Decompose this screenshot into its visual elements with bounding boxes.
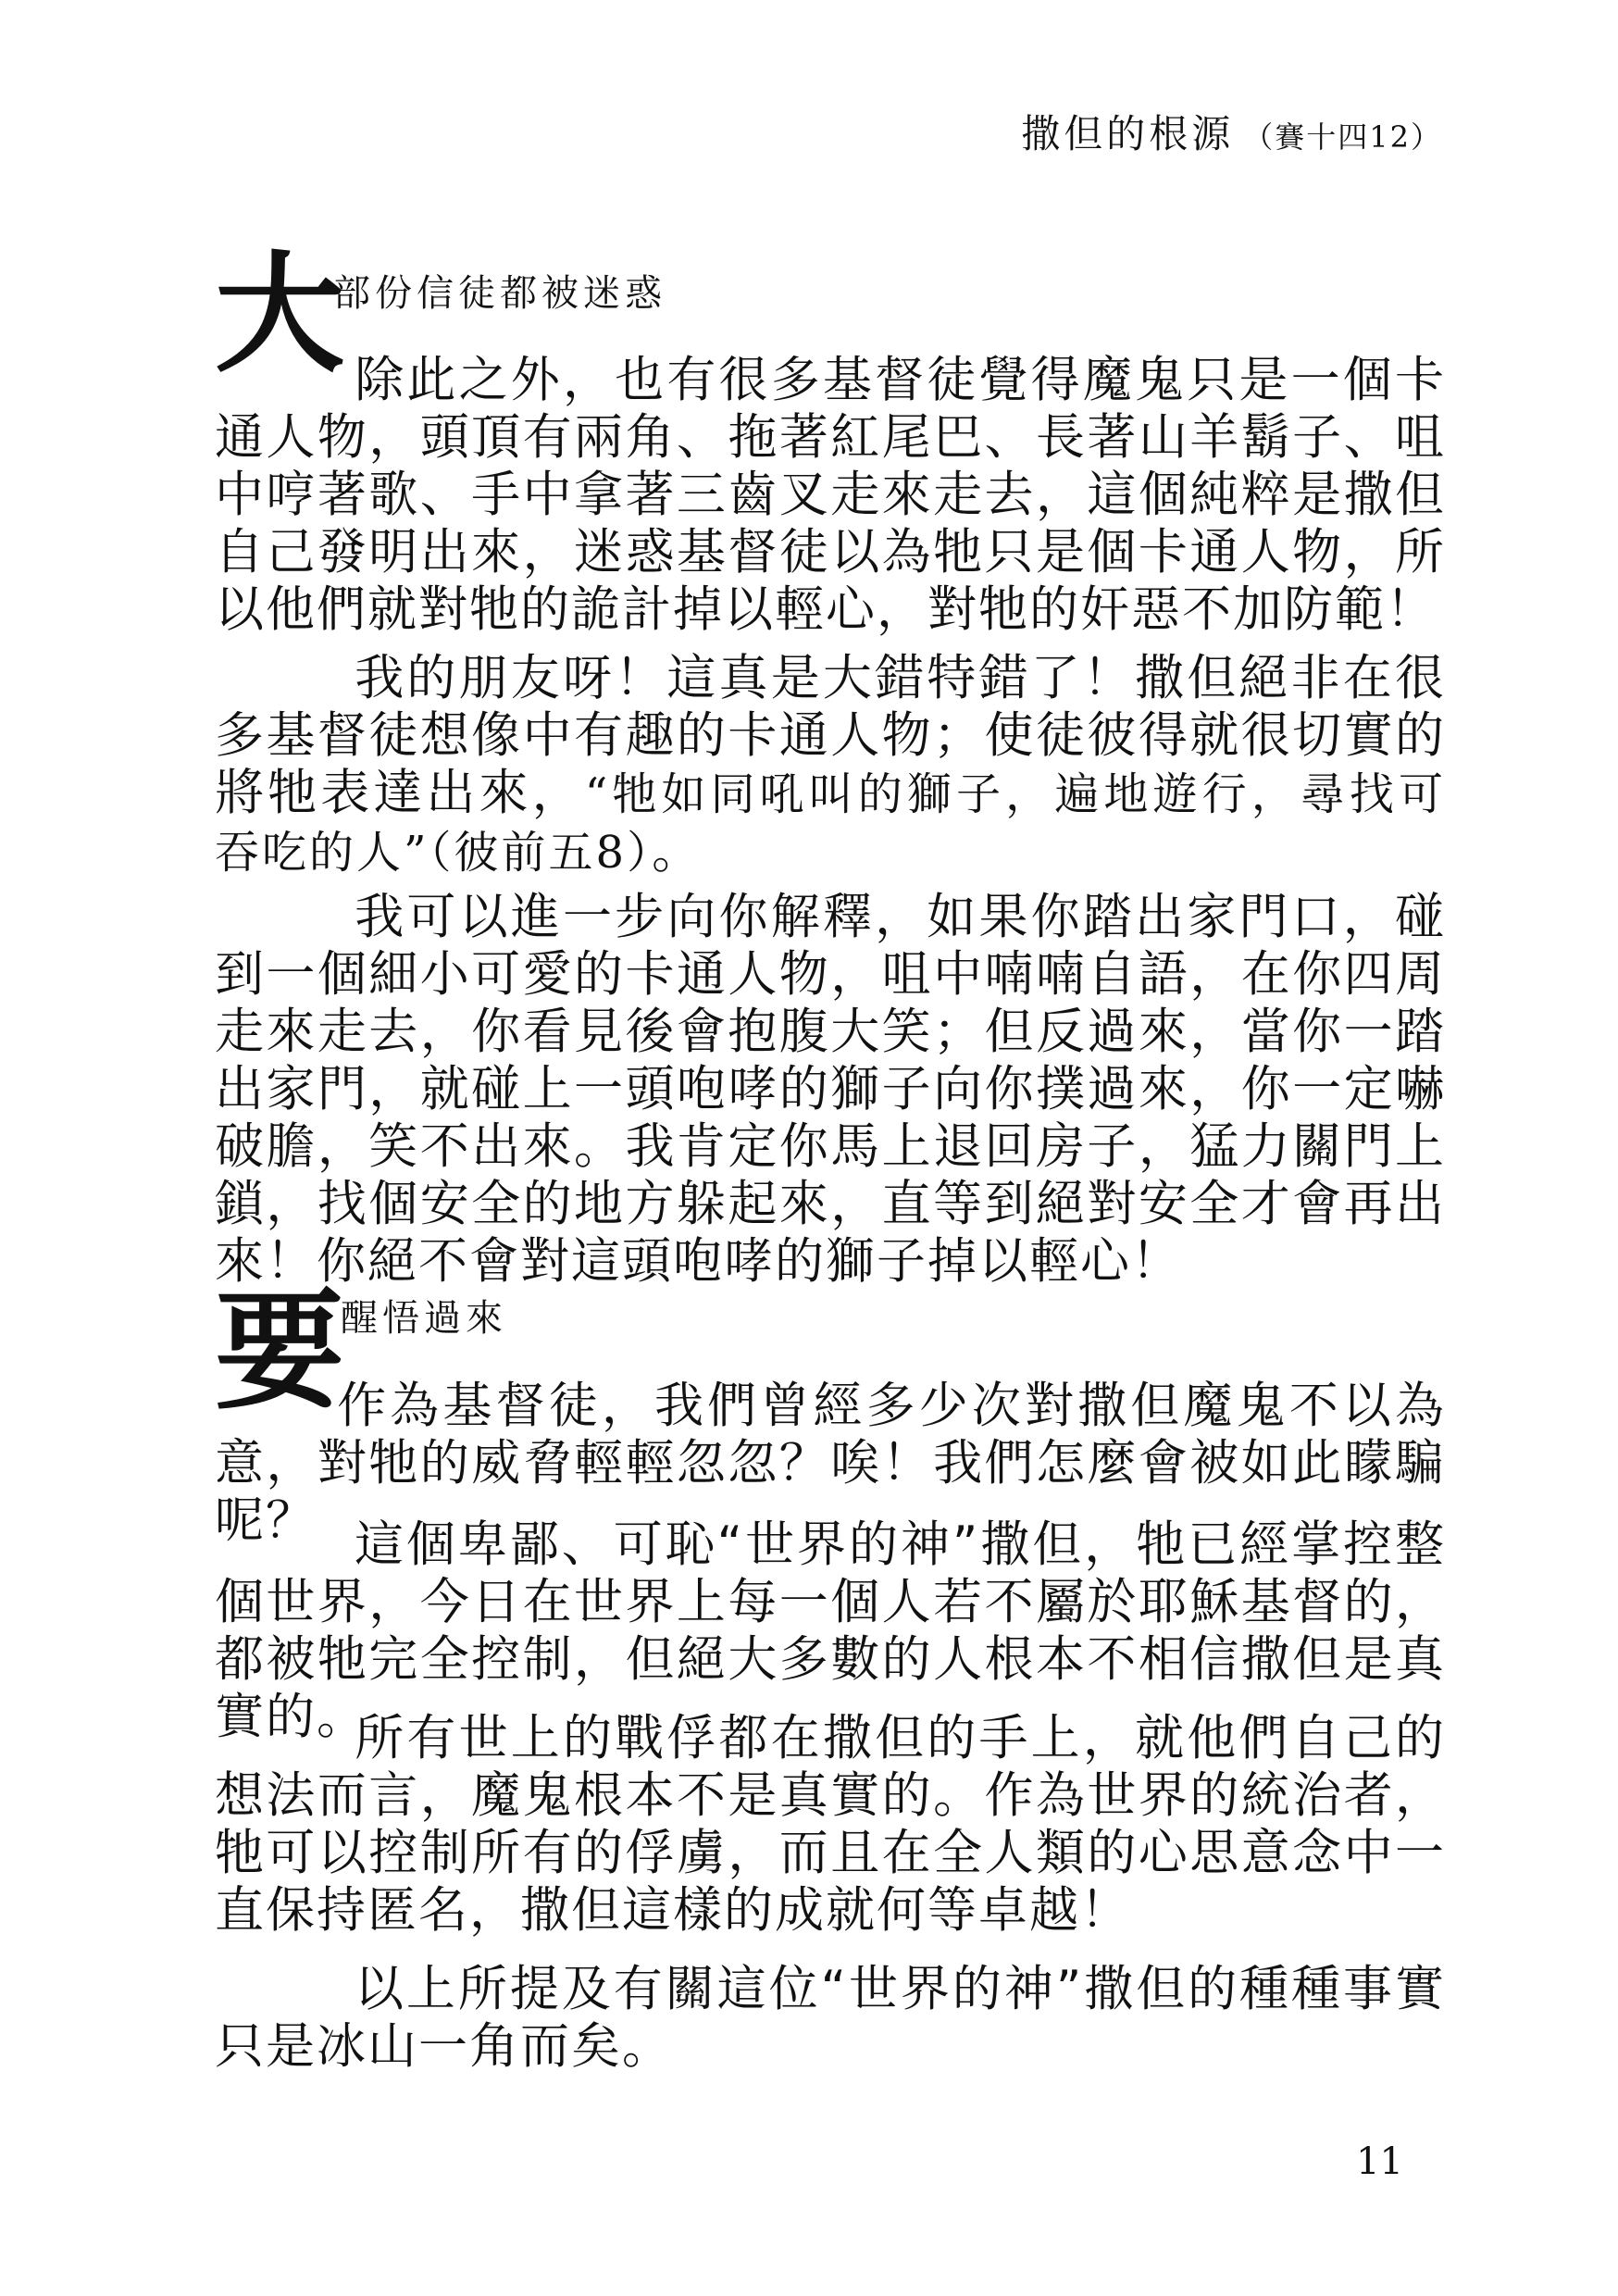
section2-paragraph-1-text: 作為基督徒，我們曾經多少次對撒但魔鬼不以為意，對牠的威脅輕輕忽忽？唉！我們怎麼會被如此矇騙呢？ bbox=[215, 1378, 1446, 1549]
bible-reference: （彼前五8） bbox=[429, 827, 653, 879]
page-number: 11 bbox=[1356, 2140, 1403, 2183]
bible-quote: “牠如同吼叫的獅子，遍地遊行，尋找可吞吃的人” bbox=[215, 768, 1446, 879]
section1-paragraph-1-text: 除此之外，也有很多基督徒覺得魔鬼只是一個卡通人物，頭頂有兩角、拖著紅尾巴、長著山羊鬍子、咀中哼著歌、手中拿著三齒叉走來走去，這個純粹是撒但自己發明出來，迷惑基督徒以為牠只是個卡通人物，所以他們就對牠的詭計掉以輕心，對牠的奸惡不加防範！ bbox=[215, 352, 1446, 638]
section2-initial-character: 要 bbox=[215, 1276, 345, 1428]
section2-paragraph-3-text: 所有世上的戰俘都在撒但的手上，就他們自己的想法而言，魔鬼根本不是真實的。作為世界的統治者，牠可以控制所有的俘虜，而且在全人類的心思意念中一直保持匿名，撒但這樣的成就何等卓越！ bbox=[215, 1710, 1446, 1939]
section2-paragraph-3 bbox=[215, 1710, 1446, 1940]
section1-paragraph-2 bbox=[215, 650, 1446, 881]
section2-paragraph-4-text: 以上所提及有關這位“世界的神”撒但的種種事實只是冰山一角而矣。 bbox=[215, 1961, 1446, 2075]
section1-subtitle: 部份信徒都被迷惑 bbox=[333, 272, 666, 315]
section2-subtitle: 醒悟過來 bbox=[341, 1297, 507, 1340]
section2-paragraph-2-text: 這個卑鄙、可恥“世界的神”撒但，牠已經掌控整個世界，今日在世界上每一個人若不屬於耶穌基督的，都被牠完全控制，但絕大多數的人根本不相信撒但是真實的。 bbox=[215, 1516, 1446, 1745]
section1-initial-character: 大 bbox=[215, 239, 345, 391]
section1-paragraph-1 bbox=[215, 352, 1446, 639]
running-header bbox=[1021, 104, 1442, 159]
header-reference: （賽十四12） bbox=[1243, 119, 1442, 155]
section1-paragraph-2-end: 。 bbox=[652, 823, 703, 880]
section1-paragraph-3-text: 我可以進一步向你解釋，如果你踏出家門口，碰到一個細小可愛的卡通人物，咀中喃喃自語，在你四周走來走去，你看見後會抱腹大笑；但反過來，當你一踏出家門，就碰上一頭咆哮的獅子向你撲過來，你一定嚇破膽，笑不出來。我肯定你馬上退回房子，猛力關門上鎖，找個安全的地方躲起來，直等到絕對安全才會再出來！你絕不會對這頭咆哮的獅子掉以輕心！ bbox=[215, 889, 1446, 1290]
header-title: 撒但的根源 bbox=[1021, 111, 1235, 156]
section2-paragraph-4 bbox=[215, 1961, 1446, 2076]
section1-paragraph-2-text: 我的朋友呀！這真是大錯特錯了！撒但絕非在很多基督徒想像中有趣的卡通人物；使徒彼得就很切實的將牠表達出來， bbox=[215, 650, 1446, 821]
section1-paragraph-3 bbox=[215, 889, 1446, 1291]
